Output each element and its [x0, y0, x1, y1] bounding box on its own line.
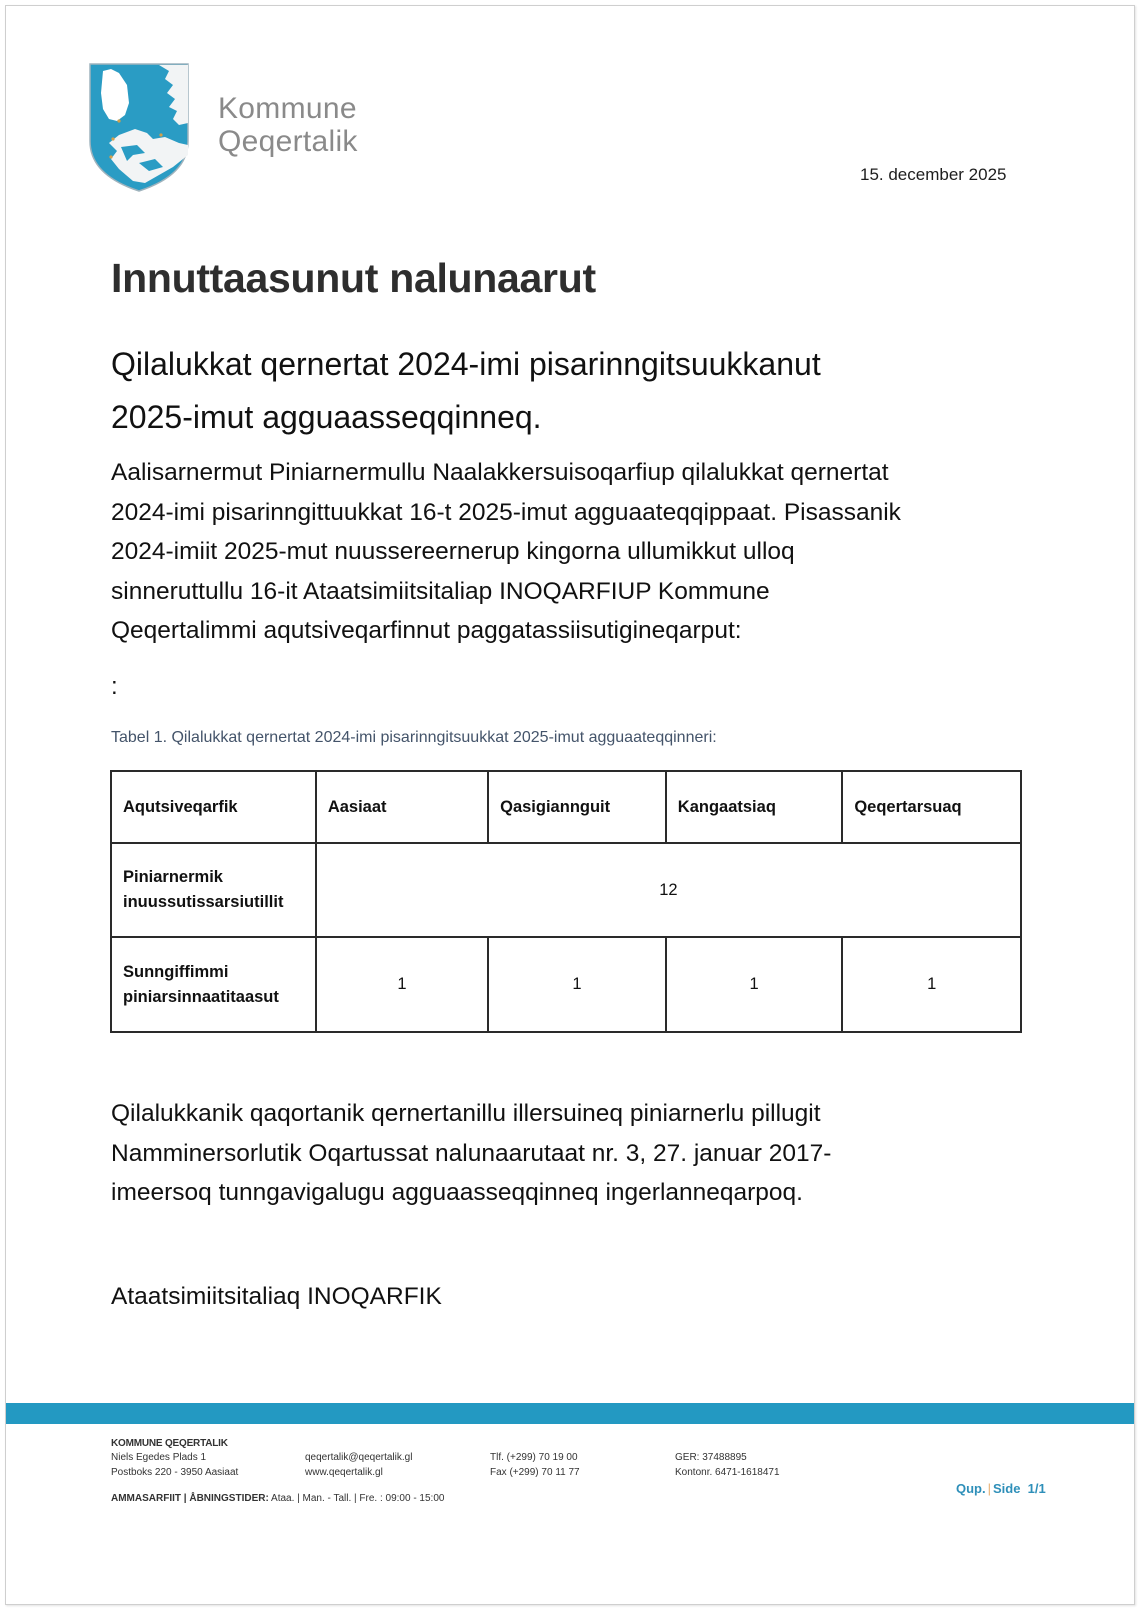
table-row: [111, 937, 1021, 1032]
opening-hours-value: Ataa. | Man. - Tall. | Fre. : 09:00 - 15:00: [271, 1493, 445, 1504]
table-cell: 1: [842, 937, 1021, 1032]
footer-phone: [490, 1450, 580, 1480]
footer-web-link[interactable]: www.qeqertalik.gl: [305, 1467, 383, 1478]
table-cell: 1: [316, 937, 488, 1032]
table-row: [111, 843, 1021, 937]
signature: Ataatsimiitsitaliaq INOQARFIK: [111, 1283, 442, 1310]
body-line: Qeqertalimmi aqutsiveqarfinnut paggatassiisutigineqarput:: [111, 617, 742, 644]
footer-account-number: Kontonr. 6471-1618471: [675, 1467, 780, 1478]
municipality-crest-logo: [89, 63, 189, 193]
row-label-line: Piniarnermik: [123, 868, 223, 886]
crest-icon: [89, 63, 189, 193]
table-caption: Tabel 1. Qilalukkat qernertat 2024-imi pisarinngitsuukkat 2025-imut agguaateqqinneri:: [111, 729, 717, 746]
page-separator: |: [987, 1481, 991, 1496]
document-date: 15. december 2025: [860, 165, 1007, 184]
footer-accent-bar: [6, 1403, 1134, 1424]
body-line: 2024-imi pisarinngittuukkat 16-t 2025-imut agguaateqqippaat. Pisassanik: [111, 498, 901, 526]
footer-opening-hours: [111, 1491, 444, 1506]
table-header-cell: Kangaatsiaq: [666, 771, 843, 843]
footer-phone-line: Tlf. (+299) 70 19 00: [490, 1452, 578, 1463]
row-label: [111, 937, 316, 1032]
merged-value-cell: 12: [316, 843, 1021, 937]
footer-org-name: KOMMUNE QEQERTALIK: [111, 1438, 228, 1449]
page-prefix: Qup.: [956, 1481, 986, 1496]
table-header-cell: Aasiaat: [316, 771, 488, 843]
table-cell: 1: [488, 937, 666, 1032]
footer-ger-number: GER: 37488895: [675, 1452, 747, 1463]
row-label-line: inuussutissarsiutillit: [123, 893, 284, 911]
body-line: 2024-imiit 2025-mut nuussereernerup kingorna ullumikkut ulloq: [111, 538, 795, 565]
body-paragraph: [111, 453, 1031, 651]
document-subtitle: [111, 338, 1011, 444]
closing-line: Qilalukkanik qaqortanik qernertanillu illersuineq piniarnerlu pillugit: [111, 1100, 821, 1127]
logo-line-1: Kommune: [218, 92, 357, 125]
logo-line-2: Qeqertalik: [218, 125, 358, 158]
logo-wordmark: [218, 92, 358, 158]
page-number: [956, 1481, 1046, 1496]
row-label-line: piniarsinnaatitaasut: [123, 987, 279, 1006]
opening-hours-label: AMMASARFIIT | ÅBNINGSTIDER:: [111, 1493, 269, 1504]
footer-address-line: Postboks 220 - 3950 Aasiaat: [111, 1467, 239, 1478]
footer-registration: [675, 1450, 780, 1480]
footer-email-link[interactable]: qeqertalik@qeqertalik.gl: [305, 1452, 413, 1463]
colon-line: :: [111, 673, 118, 700]
table-header-cell: Qeqertarsuaq: [842, 771, 1021, 843]
table-header-row: [111, 771, 1021, 843]
subtitle-line-2: 2025-imut agguaasseqqinneq.: [111, 399, 542, 435]
row-label-line: Sunngiffimmi: [123, 962, 229, 981]
closing-paragraph: [111, 1094, 1011, 1213]
table-header-cell: Aqutsiveqarfik: [111, 771, 316, 843]
closing-line: imeersoq tunngavigalugu agguaasseqqinneq ingerlanneqarpoq.: [111, 1179, 803, 1206]
page-label: Side 1/1: [993, 1481, 1046, 1496]
subtitle-line-1: Qilalukkat qernertat 2024-imi pisarinngitsuukkanut: [111, 346, 821, 382]
row-label: [111, 843, 316, 937]
body-line: Aalisarnermut Piniarnermullu Naalakkersuisoqarfiup qilalukkat qernertat: [111, 459, 889, 486]
footer-address: [111, 1450, 238, 1480]
allocation-table: [110, 770, 1022, 1033]
footer-address-line: Niels Egedes Plads 1: [111, 1452, 207, 1463]
closing-line: Namminersorlutik Oqartussat nalunaarutaat nr. 3, 27. januar 2017-: [111, 1139, 832, 1167]
table-cell: 1: [666, 937, 843, 1032]
body-line: sinneruttullu 16-it Ataatsimiitsitaliap INOQARFIUP Kommune: [111, 577, 770, 605]
table-header-cell: Qasigiannguit: [488, 771, 666, 843]
footer-contact-web: [305, 1450, 412, 1480]
footer-fax-line: Fax (+299) 70 11 77: [490, 1467, 580, 1478]
document-title: Innuttaasunut nalunaarut: [111, 255, 596, 301]
